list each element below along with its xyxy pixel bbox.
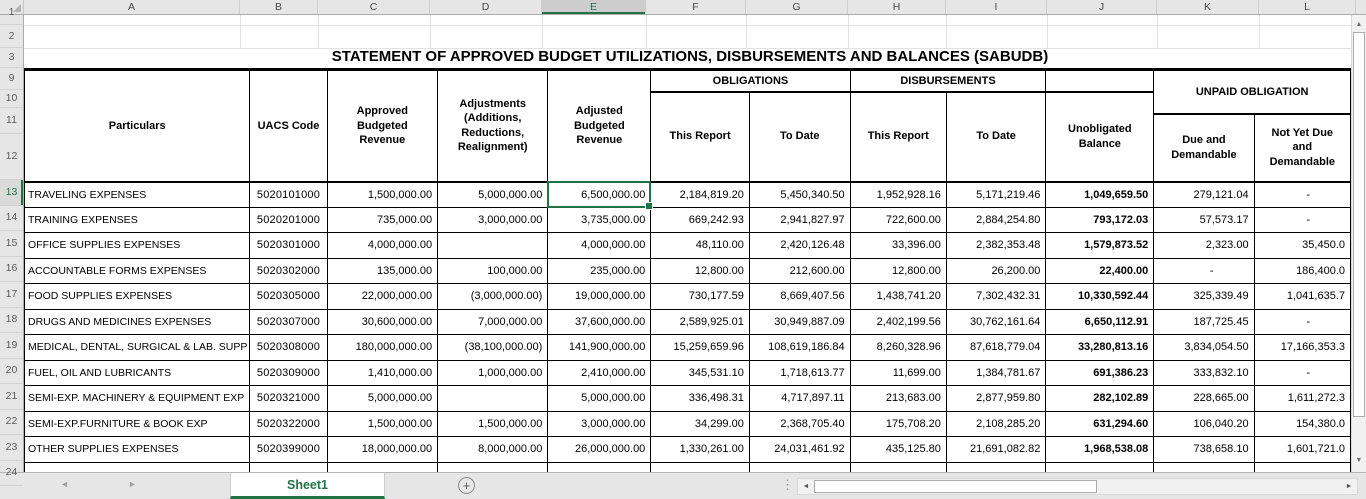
row-number-label: 19 (5, 338, 18, 351)
column-header-c[interactable]: C (318, 0, 430, 14)
cell-unobligated-balance[interactable]: 282,102.89 (1046, 386, 1154, 412)
cell-approved-budgeted-revenue[interactable]: 135,000.00 (327, 258, 438, 284)
cell-approved-budgeted-revenue[interactable]: 735,000.00 (327, 207, 438, 233)
scroll-up-icon[interactable]: ▲ (1355, 20, 1363, 28)
cell-due-and-demandable[interactable]: 106,040.20 (1154, 411, 1254, 437)
cell-due-and-demandable[interactable]: 738,658.10 (1154, 437, 1254, 463)
row-header-15[interactable] (0, 231, 23, 257)
cell-particulars[interactable]: OTHER SUPPLIES EXPENSES (25, 437, 250, 463)
row-number-label: 11 (6, 114, 17, 126)
cell-uacs-code[interactable]: 5020307000 (250, 309, 327, 335)
cell-unobligated-balance[interactable]: 793,172.03 (1046, 207, 1154, 233)
table-row (25, 258, 1351, 284)
row-number-label: 15 (5, 236, 18, 249)
header-obligations-group[interactable]: OBLIGATIONS (651, 70, 850, 92)
cell-obligations-to-date[interactable]: 2,941,827.97 (749, 207, 850, 233)
cell-particulars[interactable]: FUEL, OIL AND LUBRICANTS (25, 360, 250, 386)
cell-disbursements-this-report[interactable]: 8,260,328.96 (850, 335, 946, 361)
cell-due-and-demandable[interactable]: 3,834,054.50 (1154, 335, 1254, 361)
gridline (746, 15, 747, 48)
cell-obligations-to-date[interactable]: 8,669,407.56 (749, 284, 850, 310)
row-header-2[interactable] (0, 25, 23, 48)
cell-uacs-code[interactable]: 5020309000 (250, 360, 327, 386)
cell-obligations-to-date[interactable]: 30,949,887.09 (749, 309, 850, 335)
cell-obligations-this-report[interactable]: 48,110.00 (651, 233, 750, 259)
cell-obligations-this-report[interactable]: 2,184,819.20 (651, 182, 750, 208)
cell-particulars[interactable]: OFFICE SUPPLIES EXPENSES (25, 233, 250, 259)
cell-disbursements-to-date[interactable]: 1,384,781.67 (946, 360, 1045, 386)
header-blank-cell[interactable] (1046, 70, 1154, 92)
cell-approved-budgeted-revenue[interactable]: 22,000,000.00 (327, 284, 438, 310)
table-row (25, 386, 1351, 412)
cell-obligations-to-date[interactable]: 2,368,705.40 (749, 411, 850, 437)
cell-particulars[interactable]: TRAVELING EXPENSES (25, 182, 250, 208)
column-header-k[interactable]: K (1157, 0, 1259, 14)
header-adjusted-budgeted-revenue[interactable]: Adjusted Budgeted Revenue (548, 70, 651, 182)
cell-particulars[interactable]: SEMI-EXP. MACHINERY & EQUIPMENT EXP (25, 386, 250, 412)
cell-adjusted-budgeted-revenue[interactable]: 6,500,000.00 (548, 182, 651, 208)
gridline (1259, 15, 1260, 48)
cell-adjusted-budgeted-revenue[interactable]: 19,000,000.00 (548, 284, 651, 310)
sheet-tab-bar (0, 472, 1366, 499)
cell-uacs-code[interactable]: 5020308000 (250, 335, 327, 361)
cell-disbursements-to-date[interactable]: 21,691,082.82 (946, 437, 1045, 463)
cell-disbursements-to-date[interactable]: 26,200.00 (946, 258, 1045, 284)
row-number-label: 23 (5, 440, 18, 453)
cell-particulars[interactable]: SEMI-EXP.FURNITURE & BOOK EXP (25, 411, 250, 437)
cell-disbursements-to-date[interactable]: 2,108,285.20 (946, 411, 1045, 437)
cell-not-yet-due-and-demandable[interactable]: 1,601,721.0 (1254, 437, 1350, 463)
cell-unobligated-balance[interactable]: 691,386.23 (1046, 360, 1154, 386)
cell-approved-budgeted-revenue[interactable]: 1,410,000.00 (327, 360, 438, 386)
cell-obligations-to-date[interactable]: 108,619,186.84 (749, 335, 850, 361)
cell-due-and-demandable[interactable]: - (1154, 258, 1254, 284)
cell-approved-budgeted-revenue[interactable]: 18,000,000.00 (327, 437, 438, 463)
cell-adjustments[interactable]: 8,000,000.00 (438, 437, 548, 463)
cell-approved-budgeted-revenue[interactable]: 30,600,000.00 (327, 309, 438, 335)
tab-splitter-handle[interactable]: ⋮ (781, 477, 794, 492)
cell-adjustments[interactable]: (3,000,000.00) (438, 284, 548, 310)
cell-disbursements-this-report[interactable]: 1,952,928.16 (850, 182, 946, 208)
cell-due-and-demandable[interactable]: 325,339.49 (1154, 284, 1254, 310)
row-number-label: 9 (8, 72, 15, 84)
cell-disbursements-to-date[interactable]: 2,382,353.48 (946, 233, 1045, 259)
gridline (24, 25, 1354, 26)
row-header-17[interactable] (0, 282, 23, 308)
gridline (1047, 15, 1048, 48)
gridline (542, 15, 543, 48)
cell-uacs-code[interactable]: 5020305000 (250, 284, 327, 310)
table-row (25, 284, 1351, 310)
cell-disbursements-to-date[interactable]: 5,171,219.46 (946, 182, 1045, 208)
cell-uacs-code[interactable]: 5020321000 (250, 386, 327, 412)
spreadsheet-table (24, 68, 1351, 488)
cell-due-and-demandable[interactable]: 279,121.04 (1154, 182, 1254, 208)
header-particulars[interactable]: Particulars (25, 70, 250, 182)
column-header-g[interactable]: G (746, 0, 848, 14)
cell-not-yet-due-and-demandable[interactable]: 35,450.0 (1254, 233, 1350, 259)
cell-unobligated-balance[interactable]: 1,968,538.08 (1046, 437, 1154, 463)
row-header-9[interactable] (0, 68, 23, 90)
cell-adjustments[interactable]: 100,000.00 (438, 258, 548, 284)
row-header-1[interactable] (0, 6, 23, 25)
row-number-label: 24 (5, 466, 18, 478)
row-header-14[interactable] (0, 206, 23, 232)
table-row (25, 437, 1351, 463)
row-number-label: 20 (5, 364, 18, 377)
cell-unobligated-balance[interactable]: 10,330,592.44 (1046, 284, 1154, 310)
cell-disbursements-this-report[interactable]: 33,396.00 (850, 233, 946, 259)
cell-adjustments[interactable] (438, 233, 548, 259)
row-header-23[interactable] (0, 435, 23, 461)
cell-obligations-this-report[interactable]: 345,531.10 (651, 360, 750, 386)
gridline (946, 15, 947, 48)
cell-adjusted-budgeted-revenue[interactable]: 235,000.00 (548, 258, 651, 284)
cell-disbursements-this-report[interactable]: 213,683.00 (850, 386, 946, 412)
cell-adjusted-budgeted-revenue[interactable]: 3,735,000.00 (548, 207, 651, 233)
cell-adjustments[interactable]: 5,000,000.00 (438, 182, 548, 208)
cell-obligations-to-date[interactable]: 5,450,340.50 (749, 182, 850, 208)
row-header-24[interactable] (0, 461, 23, 486)
header-due-and-demandable[interactable]: Due and Demandable (1154, 114, 1254, 182)
cell-adjusted-budgeted-revenue[interactable]: 4,000,000.00 (548, 233, 651, 259)
cell-not-yet-due-and-demandable[interactable]: 17,166,353.3 (1254, 335, 1350, 361)
row-header-3[interactable] (0, 48, 23, 68)
cell-obligations-this-report[interactable]: 15,259,659.96 (651, 335, 750, 361)
vertical-scrollbar-thumb[interactable] (1353, 32, 1365, 417)
row-number-label: 1 (8, 6, 15, 18)
horizontal-scrollbar[interactable] (797, 478, 1358, 495)
sheet-nav-right-icon[interactable]: ► (128, 479, 137, 489)
row-number-label: 18 (5, 313, 18, 326)
column-header-j[interactable]: J (1047, 0, 1157, 14)
column-header-h[interactable]: H (848, 0, 946, 14)
column-header-b[interactable]: B (240, 0, 318, 14)
cell-obligations-to-date[interactable]: 1,718,613.77 (749, 360, 850, 386)
cell-obligations-this-report[interactable]: 2,589,925.01 (651, 309, 750, 335)
cell-obligations-to-date[interactable]: 24,031,461.92 (749, 437, 850, 463)
cell-particulars[interactable]: MEDICAL, DENTAL, SURGICAL & LAB. SUPP (25, 335, 250, 361)
column-header-d[interactable]: D (430, 0, 542, 14)
cell-particulars[interactable]: TRAINING EXPENSES (25, 207, 250, 233)
row-number-label: 2 (8, 29, 15, 42)
sheet-nav-left-icon[interactable]: ◄ (60, 479, 69, 489)
cell-particulars[interactable]: FOOD SUPPLIES EXPENSES (25, 284, 250, 310)
header-obligations-to-date[interactable]: To Date (749, 92, 850, 182)
table-row (25, 360, 1351, 386)
cell-due-and-demandable[interactable]: 2,323.00 (1154, 233, 1254, 259)
column-header-e[interactable]: E (542, 0, 646, 14)
cell-uacs-code[interactable]: 5020101000 (250, 182, 327, 208)
row-number-label: 12 (5, 150, 18, 162)
gridline (430, 15, 431, 48)
table-row (25, 309, 1351, 335)
cell-particulars[interactable]: ACCOUNTABLE FORMS EXPENSES (25, 258, 250, 284)
row-number-label: 17 (5, 287, 18, 300)
cell-not-yet-due-and-demandable[interactable]: - (1254, 360, 1350, 386)
row-header-13[interactable] (0, 180, 23, 206)
cell-obligations-this-report[interactable]: 12,800.00 (651, 258, 750, 284)
cell-adjustments[interactable]: (38,100,000.00) (438, 335, 548, 361)
gridline (1157, 15, 1158, 48)
cell-adjustments[interactable]: 1,000,000.00 (438, 360, 548, 386)
cell-due-and-demandable[interactable]: 228,665.00 (1154, 386, 1254, 412)
cell-uacs-code[interactable]: 5020322000 (250, 411, 327, 437)
cell-unobligated-balance[interactable]: 33,280,813.16 (1046, 335, 1154, 361)
cell-adjusted-budgeted-revenue[interactable]: 26,000,000.00 (548, 437, 651, 463)
cell-disbursements-to-date[interactable]: 87,618,779.04 (946, 335, 1045, 361)
cell-unobligated-balance[interactable]: 1,049,659.50 (1046, 182, 1154, 208)
table-row (25, 207, 1351, 233)
cell-unobligated-balance[interactable]: 22,400.00 (1046, 258, 1154, 284)
vertical-scrollbar[interactable] (1351, 15, 1366, 472)
cell-obligations-this-report[interactable]: 669,242.93 (651, 207, 750, 233)
cell-disbursements-this-report[interactable]: 11,699.00 (850, 360, 946, 386)
row-header-12[interactable] (0, 134, 23, 180)
cell-disbursements-to-date[interactable]: 2,884,254.80 (946, 207, 1045, 233)
cell-unobligated-balance[interactable]: 631,294.60 (1046, 411, 1154, 437)
scroll-down-icon[interactable]: ▼ (1355, 456, 1363, 464)
cell-adjustments[interactable]: 3,000,000.00 (438, 207, 548, 233)
cell-disbursements-this-report[interactable]: 12,800.00 (850, 258, 946, 284)
table-row (25, 335, 1351, 361)
cell-due-and-demandable[interactable]: 187,725.45 (1154, 309, 1254, 335)
table-row (25, 182, 1351, 208)
table-row (25, 233, 1351, 259)
table-row (25, 411, 1351, 437)
row-header-20[interactable] (0, 359, 23, 385)
cell-obligations-this-report[interactable]: 1,330,261.00 (651, 437, 750, 463)
cell-obligations-this-report[interactable]: 336,498.31 (651, 386, 750, 412)
gridline (646, 15, 647, 48)
cell-not-yet-due-and-demandable[interactable]: 1,611,272.3 (1254, 386, 1350, 412)
row-header-18[interactable] (0, 308, 23, 334)
cell-obligations-to-date[interactable]: 4,717,897.11 (749, 386, 850, 412)
cell-disbursements-this-report[interactable]: 175,708.20 (850, 411, 946, 437)
column-header-strip (0, 0, 1366, 15)
row-number-label: 21 (5, 389, 18, 402)
cell-adjustments[interactable]: 7,000,000.00 (438, 309, 548, 335)
cell-obligations-to-date[interactable]: 212,600.00 (749, 258, 850, 284)
tab-sheet1[interactable]: Sheet1 (230, 473, 385, 499)
cell-not-yet-due-and-demandable[interactable]: 186,400.0 (1254, 258, 1350, 284)
cell-obligations-this-report[interactable]: 730,177.59 (651, 284, 750, 310)
fill-handle[interactable] (645, 202, 653, 210)
cell-approved-budgeted-revenue[interactable]: 1,500,000.00 (327, 411, 438, 437)
cell-approved-budgeted-revenue[interactable]: 5,000,000.00 (327, 386, 438, 412)
row-header-11[interactable] (0, 108, 23, 134)
header-obligations-this-report[interactable]: This Report (651, 92, 750, 182)
header-not-yet-due-and-demandable[interactable]: Not Yet Due and Demandable (1254, 114, 1350, 182)
cell-disbursements-to-date[interactable]: 7,302,432.31 (946, 284, 1045, 310)
header-uacs-code[interactable]: UACS Code (250, 70, 327, 182)
row-number-label: 22 (5, 415, 18, 428)
cell-approved-budgeted-revenue[interactable]: 4,000,000.00 (327, 233, 438, 259)
row-number-label: 16 (5, 262, 18, 275)
scroll-right-icon[interactable]: ► (1345, 483, 1353, 490)
cell-disbursements-this-report[interactable]: 435,125.80 (850, 437, 946, 463)
cell-adjustments[interactable] (438, 386, 548, 412)
header-disbursements-group[interactable]: DISBURSEMENTS (850, 70, 1046, 92)
column-header-a[interactable]: A (24, 0, 240, 14)
cell-obligations-to-date[interactable]: 2,420,126.48 (749, 233, 850, 259)
cell-uacs-code[interactable]: 5020201000 (250, 207, 327, 233)
cell-adjusted-budgeted-revenue[interactable]: 141,900,000.00 (548, 335, 651, 361)
gridline (240, 15, 241, 48)
cell-disbursements-this-report[interactable]: 2,402,199.56 (850, 309, 946, 335)
cell-approved-budgeted-revenue[interactable]: 180,000,000.00 (327, 335, 438, 361)
header-unpaid-obligation-group[interactable]: UNPAID OBLIGATION (1154, 70, 1351, 114)
scroll-left-icon[interactable]: ◄ (802, 483, 810, 490)
cell-unobligated-balance[interactable]: 6,650,112.91 (1046, 309, 1154, 335)
column-header-l[interactable]: L (1259, 0, 1356, 14)
cell-due-and-demandable[interactable]: 57,573.17 (1154, 207, 1254, 233)
cell-adjusted-budgeted-revenue[interactable]: 2,410,000.00 (548, 360, 651, 386)
row-number-label: 10 (5, 92, 18, 104)
header-adjustments[interactable]: Adjustments (Additions, Reductions, Realignment) (438, 70, 548, 182)
row-header-19[interactable] (0, 333, 23, 359)
cell-disbursements-this-report[interactable]: 1,438,741.20 (850, 284, 946, 310)
column-header-i[interactable]: I (946, 0, 1047, 14)
cell-uacs-code[interactable]: 5020302000 (250, 258, 327, 284)
cell-not-yet-due-and-demandable[interactable]: 1,041,635.7 (1254, 284, 1350, 310)
cell-not-yet-due-and-demandable[interactable]: - (1254, 207, 1350, 233)
row-header-21[interactable] (0, 384, 23, 410)
cell-obligations-this-report[interactable]: 34,299.00 (651, 411, 750, 437)
header-disbursements-this-report[interactable]: This Report (850, 92, 946, 182)
gridline (848, 15, 849, 48)
row-header-strip (0, 6, 24, 478)
row-header-16[interactable] (0, 257, 23, 283)
cell-approved-budgeted-revenue[interactable]: 1,500,000.00 (327, 182, 438, 208)
row-number-label: 3 (8, 51, 15, 63)
selection-border (547, 181, 651, 208)
cell-uacs-code[interactable]: 5020301000 (250, 233, 327, 259)
sheet-title-cell[interactable]: STATEMENT OF APPROVED BUDGET UTILIZATIONS, DISBURSEMENTS AND BALANCES (SABUDB) (331, 48, 1049, 65)
sheet-grid (0, 6, 1351, 478)
cell-uacs-code[interactable]: 5020399000 (250, 437, 327, 463)
add-sheet-button[interactable]: + (458, 477, 475, 494)
gridline (318, 15, 319, 48)
cell-not-yet-due-and-demandable[interactable]: 154,380.0 (1254, 411, 1350, 437)
header-unobligated-balance[interactable]: Unobligated Balance (1046, 92, 1154, 182)
cell-not-yet-due-and-demandable[interactable]: - (1254, 309, 1350, 335)
cell-adjustments[interactable]: 1,500,000.00 (438, 411, 548, 437)
cell-not-yet-due-and-demandable[interactable]: - (1254, 182, 1350, 208)
row-header-22[interactable] (0, 410, 23, 436)
horizontal-scrollbar-thumb[interactable] (814, 480, 1097, 493)
cell-adjusted-budgeted-revenue[interactable]: 3,000,000.00 (548, 411, 651, 437)
column-header-f[interactable]: F (646, 0, 746, 14)
cell-adjusted-budgeted-revenue[interactable]: 5,000,000.00 (548, 386, 651, 412)
row-header-10[interactable] (0, 90, 23, 108)
cell-particulars[interactable]: DRUGS AND MEDICINES EXPENSES (25, 309, 250, 335)
cell-adjusted-budgeted-revenue[interactable]: 37,600,000.00 (548, 309, 651, 335)
cell-disbursements-to-date[interactable]: 30,762,161.64 (946, 309, 1045, 335)
row-number-label: 13 (5, 185, 18, 198)
cell-disbursements-to-date[interactable]: 2,877,959.80 (946, 386, 1045, 412)
row-number-label: 14 (5, 211, 18, 224)
header-approved-budgeted-revenue[interactable]: Approved Budgeted Revenue (327, 70, 438, 182)
cell-due-and-demandable[interactable]: 333,832.10 (1154, 360, 1254, 386)
cell-disbursements-this-report[interactable]: 722,600.00 (850, 207, 946, 233)
cell-unobligated-balance[interactable]: 1,579,873.52 (1046, 233, 1154, 259)
header-disbursements-to-date[interactable]: To Date (946, 92, 1045, 182)
